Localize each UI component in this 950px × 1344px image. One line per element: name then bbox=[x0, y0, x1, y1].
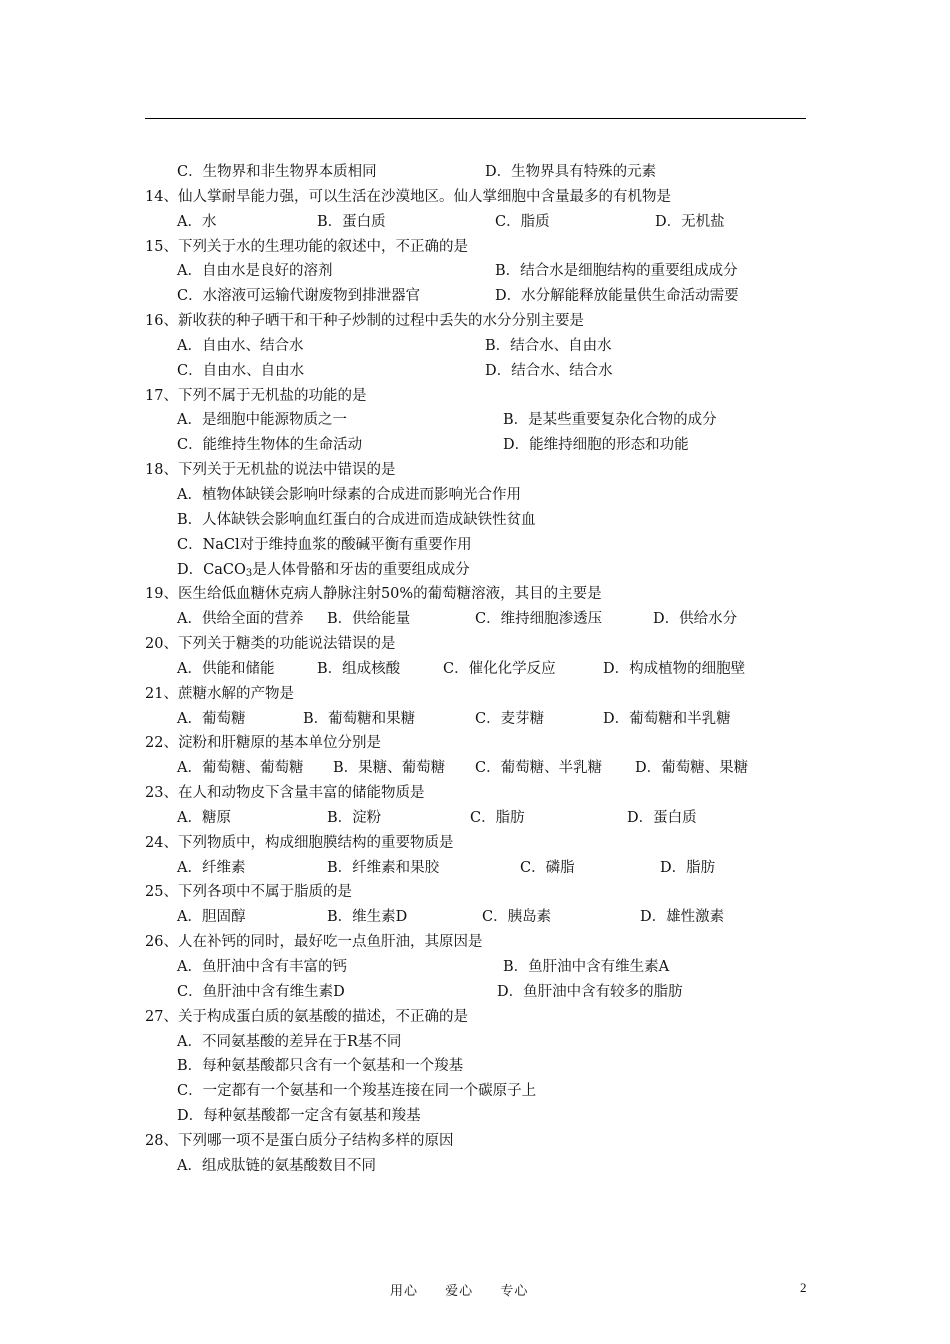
question-stem: 28、下列哪一项不是蛋白质分子结构多样的原因 bbox=[145, 1132, 454, 1149]
answer-option: C．胰岛素 bbox=[482, 909, 552, 926]
answer-option: D．供给水分 bbox=[653, 611, 738, 628]
answer-option: D．蛋白质 bbox=[627, 809, 697, 826]
answer-option: A．葡萄糖 bbox=[177, 710, 246, 727]
option-row bbox=[145, 607, 825, 632]
answer-option: C．催化化学反应 bbox=[443, 660, 556, 677]
answer-option: B．每种氨基酸都只含有一个氨基和一个羧基 bbox=[177, 1058, 464, 1075]
answer-option: C．生物界和非生物界本质相同 bbox=[177, 164, 377, 180]
question-stem: 23、在人和动物皮下含量丰富的储能物质是 bbox=[145, 785, 425, 802]
answer-option: A．自由水是良好的溶剂 bbox=[177, 263, 333, 280]
page-number: 2 bbox=[800, 1280, 807, 1295]
answer-option: A．水 bbox=[177, 213, 217, 230]
option-row bbox=[145, 756, 825, 781]
question-stem: 26、人在补钙的同时，最好吃一点鱼肝油，其原因是 bbox=[145, 934, 483, 951]
answer-option: B．结合水、自由水 bbox=[485, 337, 612, 354]
answer-option: C．磷脂 bbox=[520, 859, 575, 876]
answer-option: D．结合水、结合水 bbox=[485, 362, 613, 379]
question-stem: 18、下列关于无机盐的说法中错误的是 bbox=[145, 462, 396, 479]
option-row bbox=[145, 334, 825, 359]
answer-option: A．不同氨基酸的差异在于R基不同 bbox=[177, 1033, 402, 1050]
answer-option: D．水分解能释放能量供生命活动需要 bbox=[495, 288, 739, 305]
answer-option: D．构成植物的细胞壁 bbox=[603, 660, 746, 677]
answer-option: D．鱼肝油中含有较多的脂肪 bbox=[497, 983, 683, 1000]
answer-option: A．组成肽链的氨基酸数目不同 bbox=[177, 1157, 376, 1174]
answer-option: B．纤维素和果胶 bbox=[327, 859, 440, 876]
question-stem: 21、蔗糖水解的产物是 bbox=[145, 685, 294, 702]
footer-motto bbox=[390, 1280, 550, 1299]
header-rule bbox=[145, 118, 806, 119]
answer-option: B．鱼肝油中含有维生素A bbox=[503, 959, 670, 975]
option-row bbox=[145, 433, 825, 458]
question-stem: 15、下列关于水的生理功能的叙述中，不正确的是 bbox=[145, 238, 468, 255]
answer-option: C．鱼肝油中含有维生素D bbox=[177, 983, 345, 1000]
answer-option: D．葡萄糖、果糖 bbox=[635, 760, 749, 777]
question-stem: 22、淀粉和肝糖原的基本单位分别是 bbox=[145, 735, 381, 752]
question-stem: 17、下列不属于无机盐的功能的是 bbox=[145, 387, 367, 404]
answer-option: A．是细胞中能源物质之一 bbox=[177, 412, 347, 429]
option-row bbox=[145, 905, 825, 930]
answer-option: C．葡萄糖、半乳糖 bbox=[475, 760, 603, 777]
answer-option: A．葡萄糖、葡萄糖 bbox=[177, 760, 304, 777]
answer-option: C．麦芽糖 bbox=[475, 710, 545, 727]
answer-option: D．无机盐 bbox=[655, 213, 725, 230]
answer-option: C．脂肪 bbox=[470, 809, 525, 826]
question-stem: 20、下列关于糖类的功能说法错误的是 bbox=[145, 636, 396, 653]
answer-option: A．糖原 bbox=[177, 809, 231, 826]
option-row bbox=[145, 210, 825, 235]
answer-option: D．能维持细胞的形态和功能 bbox=[503, 437, 689, 454]
answer-option: D．每种氨基酸都一定含有氨基和羧基 bbox=[177, 1108, 421, 1125]
question-stem: 16、新收获的种子晒干和干种子炒制的过程中丢失的水分分别主要是 bbox=[145, 313, 584, 330]
question-stem: 24、下列物质中，构成细胞膜结构的重要物质是 bbox=[145, 834, 454, 851]
answer-option: C．能维持生物体的生命活动 bbox=[177, 437, 363, 454]
answer-option: D．生物界具有特殊的元素 bbox=[485, 164, 657, 180]
answer-option: C．脂质 bbox=[495, 213, 550, 230]
option-row bbox=[145, 160, 825, 185]
answer-option: C．维持细胞渗透压 bbox=[475, 611, 603, 628]
question-stem: 27、关于构成蛋白质的氨基酸的描述，不正确的是 bbox=[145, 1008, 468, 1025]
footer-motto-1: 用心 bbox=[390, 1284, 419, 1299]
question-stem: 25、下列各项中不属于脂质的是 bbox=[145, 884, 352, 901]
answer-option: C．自由水、自由水 bbox=[177, 362, 305, 379]
option-row bbox=[145, 856, 825, 881]
subscript: 3 bbox=[245, 567, 253, 579]
question-stem: 14、仙人掌耐旱能力强，可以生活在沙漠地区。仙人掌细胞中含量最多的有机物是 bbox=[145, 188, 671, 205]
answer-option: B．葡萄糖和果糖 bbox=[303, 710, 416, 727]
answer-option: B．是某些重要复杂化合物的成分 bbox=[503, 412, 717, 429]
answer-option: A．鱼肝油中含有丰富的钙 bbox=[177, 959, 347, 975]
option-row bbox=[145, 980, 825, 1005]
answer-option: B．果糖、葡萄糖 bbox=[333, 760, 446, 777]
option-row bbox=[145, 955, 825, 980]
answer-option bbox=[145, 558, 825, 583]
option-text: D．CaCO bbox=[177, 561, 246, 578]
answer-option: D．脂肪 bbox=[660, 859, 716, 876]
answer-option: A．自由水、结合水 bbox=[177, 337, 304, 354]
option-row bbox=[145, 408, 825, 433]
answer-option: A．纤维素 bbox=[177, 859, 246, 876]
answer-option: C．水溶液可运输代谢废物到排泄器官 bbox=[177, 288, 421, 305]
answer-option: C．NaCl对于维持血浆的酸碱平衡有重要作用 bbox=[177, 536, 472, 553]
option-row bbox=[145, 284, 825, 309]
answer-option: B．蛋白质 bbox=[317, 213, 386, 230]
answer-option: D．雄性激素 bbox=[640, 909, 725, 926]
option-row bbox=[145, 806, 825, 831]
answer-option: B．结合水是细胞结构的重要组成成分 bbox=[495, 263, 738, 280]
question-stem: 19、医生给低血糖休克病人静脉注射50%的葡萄糖溶液，其目的主要是 bbox=[145, 586, 602, 603]
answer-option: B．淀粉 bbox=[327, 809, 382, 826]
option-row bbox=[145, 657, 825, 682]
answer-option: A．胆固醇 bbox=[177, 909, 246, 926]
footer-motto-3: 专心 bbox=[500, 1284, 529, 1299]
answer-option: B．组成核酸 bbox=[317, 660, 401, 677]
option-row bbox=[145, 259, 825, 284]
answer-option: D．葡萄糖和半乳糖 bbox=[603, 710, 731, 727]
option-text: 是人体骨骼和牙齿的重要组成成分 bbox=[252, 561, 470, 578]
question-list bbox=[145, 160, 825, 1179]
footer-motto-2: 爱心 bbox=[445, 1284, 474, 1299]
answer-option: A．供能和储能 bbox=[177, 660, 275, 677]
answer-option: A．供给全面的营养 bbox=[177, 611, 304, 628]
answer-option: B．供给能量 bbox=[327, 611, 411, 628]
option-row bbox=[145, 359, 825, 384]
answer-option: A．植物体缺镁会影响叶绿素的合成进而影响光合作用 bbox=[177, 486, 521, 503]
answer-option: C．一定都有一个氨基和一个羧基连接在同一个碳原子上 bbox=[177, 1083, 537, 1100]
option-row bbox=[145, 707, 825, 732]
answer-option: B．人体缺铁会影响血红蛋白的合成进而造成缺铁性贫血 bbox=[177, 511, 536, 528]
answer-option: B．维生素D bbox=[327, 909, 408, 926]
